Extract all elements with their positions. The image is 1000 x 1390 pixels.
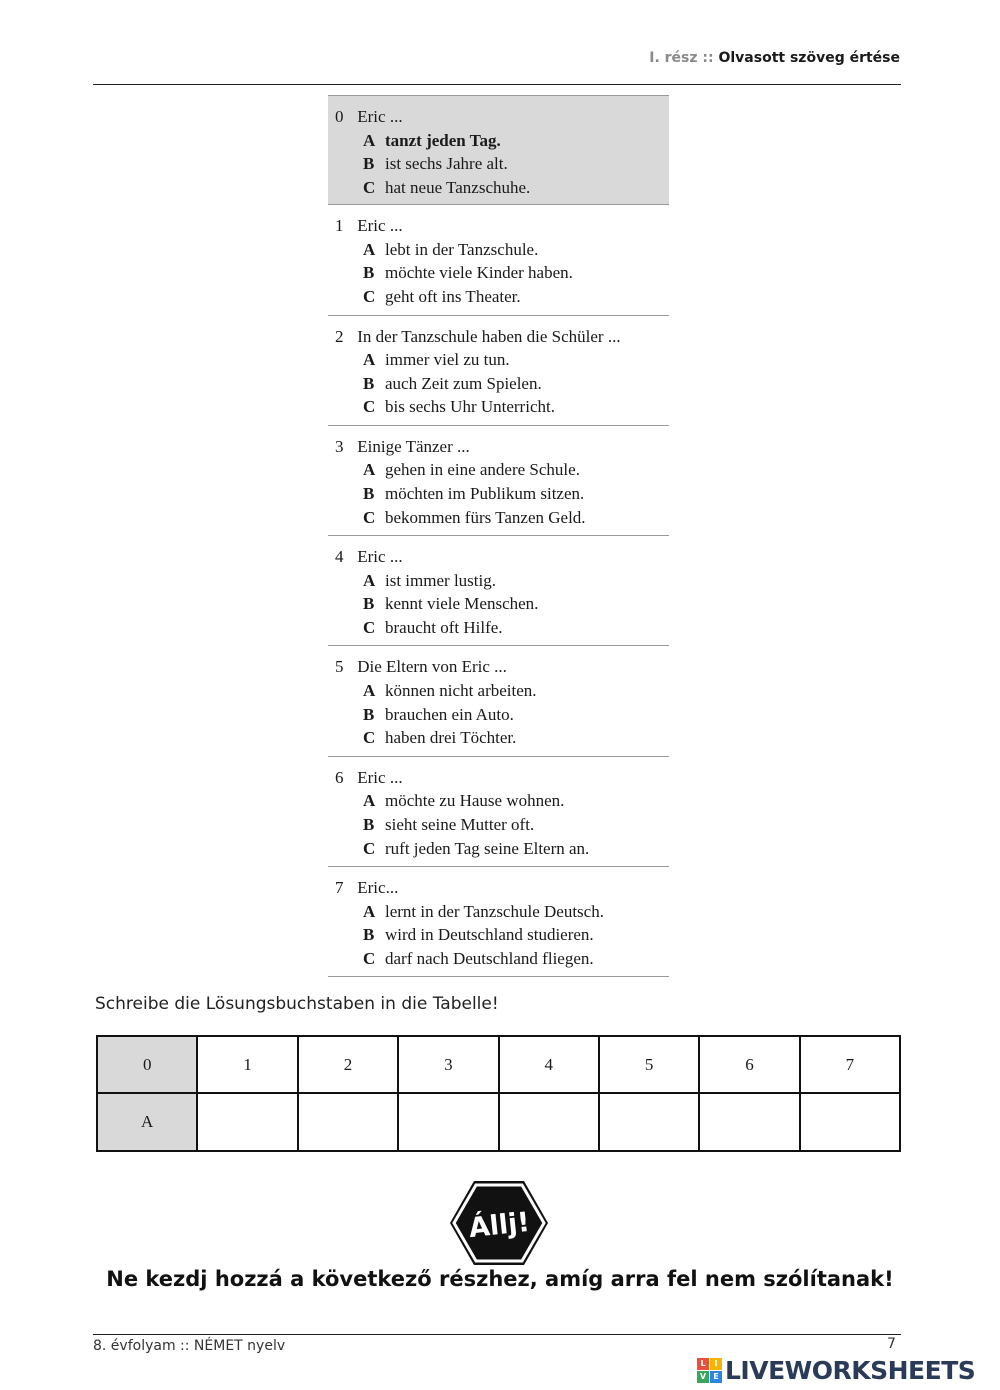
option-c[interactable] [335, 947, 669, 971]
option-a[interactable] [335, 900, 669, 924]
option-letter: B [363, 925, 375, 945]
badge-letter-v: V [697, 1371, 709, 1383]
option-b [335, 152, 669, 176]
option-b[interactable] [335, 703, 669, 727]
option-c [335, 176, 669, 200]
option-a[interactable] [335, 348, 669, 372]
question-text: Einige Tänzer ... [357, 436, 470, 456]
question-number: 1 [335, 216, 344, 236]
section-title: Olvasott szöveg értése [718, 50, 900, 66]
option-c[interactable] [335, 837, 669, 861]
question-text: Eric... [357, 878, 399, 898]
option-text: ist immer lustig. [385, 570, 496, 590]
question-7 [328, 867, 669, 977]
question-0-example [328, 95, 669, 205]
option-letter: C [363, 177, 376, 197]
option-text: können nicht arbeiten. [385, 681, 537, 701]
option-text: bis sechs Uhr Unterricht. [385, 397, 555, 417]
option-text: immer viel zu tun. [385, 350, 510, 370]
answer-cell-7[interactable] [800, 1093, 900, 1151]
option-letter: C [363, 287, 376, 307]
question-text: Eric ... [357, 547, 403, 567]
question-number: 2 [335, 326, 344, 346]
answer-table-header-row [97, 1036, 900, 1093]
option-a[interactable] [335, 569, 669, 593]
question-number: 6 [335, 767, 344, 787]
option-text: gehen in eine andere Schule. [385, 460, 580, 480]
question-text: Eric ... [357, 216, 403, 236]
badge-letter-e: E [710, 1371, 722, 1383]
option-text: lernt in der Tanzschule Deutsch. [385, 901, 604, 921]
answer-header-7: 7 [800, 1036, 900, 1093]
option-b[interactable] [335, 813, 669, 837]
option-a[interactable] [335, 679, 669, 703]
option-text: sieht seine Mutter oft. [385, 814, 535, 834]
page-header [649, 50, 900, 66]
badge-letter-i: I [710, 1358, 722, 1370]
badge-letter-l: L [697, 1358, 709, 1370]
option-letter: B [363, 154, 375, 174]
option-letter: A [363, 460, 376, 480]
answer-header-0: 0 [97, 1036, 197, 1093]
question-number: 5 [335, 657, 344, 677]
option-letter: B [363, 704, 375, 724]
option-b[interactable] [335, 482, 669, 506]
question-text: Eric ... [357, 767, 403, 787]
stop-sign-icon [449, 1180, 549, 1266]
option-text: lebt in der Tanzschule. [385, 239, 539, 259]
option-text: darf nach Deutschland fliegen. [385, 948, 594, 968]
option-text: geht oft ins Theater. [385, 287, 521, 307]
question-stem [335, 435, 669, 459]
answer-cell-3[interactable] [398, 1093, 498, 1151]
answer-cell-0: A [97, 1093, 197, 1151]
answer-cell-6[interactable] [699, 1093, 799, 1151]
answer-table-value-row [97, 1093, 900, 1151]
option-letter: B [363, 484, 375, 504]
question-text: Eric ... [357, 107, 403, 126]
option-letter: A [363, 681, 376, 701]
option-letter: A [363, 901, 376, 921]
option-text: bekommen fürs Tanzen Geld. [385, 507, 586, 527]
liveworksheets-logo[interactable] [697, 1355, 975, 1385]
option-c[interactable] [335, 395, 669, 419]
liveworksheets-text: LIVEWORKSHEETS [725, 1355, 976, 1385]
answer-table [96, 1035, 901, 1152]
question-4 [328, 536, 669, 646]
footer-divider [93, 1334, 901, 1335]
answer-cell-4[interactable] [499, 1093, 599, 1151]
question-number: 3 [335, 436, 344, 456]
question-number: 7 [335, 878, 344, 898]
option-text: ist sechs Jahre alt. [385, 154, 508, 174]
option-letter: C [363, 397, 376, 417]
option-a [335, 129, 669, 153]
question-stem [335, 545, 669, 569]
option-text: kennt viele Menschen. [385, 594, 539, 614]
question-text: In der Tanzschule haben die Schüler ... [357, 326, 621, 346]
question-stem [335, 214, 669, 238]
instruction-text: Schreibe die Lösungsbuchstaben in die Tabelle! [95, 994, 499, 1014]
stop-message: Ne kezdj hozzá a következő részhez, amíg arra fel nem szólítanak! [106, 1267, 894, 1291]
option-letter: A [363, 350, 376, 370]
answer-header-1: 1 [197, 1036, 297, 1093]
answer-header-6: 6 [699, 1036, 799, 1093]
question-stem [335, 876, 669, 900]
option-letter: B [363, 814, 375, 834]
question-5 [328, 646, 669, 756]
option-text: tanzt jeden Tag. [385, 130, 501, 150]
footer-grade-subject: 8. évfolyam :: NÉMET nyelv [93, 1338, 286, 1354]
section-part: I. rész :: [649, 50, 714, 66]
option-b[interactable] [335, 261, 669, 285]
question-number: 4 [335, 547, 344, 567]
option-letter: B [363, 373, 375, 393]
option-letter: C [363, 617, 376, 637]
option-letter: C [363, 948, 376, 968]
question-stem [335, 325, 669, 349]
question-6 [328, 757, 669, 867]
stop-sign-text: Állj! [467, 1206, 532, 1245]
option-letter: B [363, 263, 375, 283]
option-a[interactable] [335, 458, 669, 482]
option-text: braucht oft Hilfe. [385, 617, 503, 637]
option-letter: A [363, 239, 376, 259]
option-text: brauchen ein Auto. [385, 704, 514, 724]
option-text: hat neue Tanzschuhe. [385, 177, 531, 197]
option-letter: C [363, 507, 376, 527]
question-text: Die Eltern von Eric ... [357, 657, 507, 677]
answer-header-4: 4 [499, 1036, 599, 1093]
option-b[interactable] [335, 592, 669, 616]
option-text: haben drei Töchter. [385, 728, 517, 748]
option-text: möchte viele Kinder haben. [385, 263, 573, 283]
option-letter: A [363, 791, 376, 811]
question-list [328, 95, 669, 977]
option-text: möchte zu Hause wohnen. [385, 791, 565, 811]
question-1 [328, 205, 669, 315]
option-c[interactable] [335, 616, 669, 640]
liveworksheets-badge-icon [697, 1358, 722, 1383]
question-3 [328, 426, 669, 536]
header-divider [93, 84, 901, 85]
answer-header-3: 3 [398, 1036, 498, 1093]
option-letter: B [363, 594, 375, 614]
question-stem [335, 655, 669, 679]
option-a[interactable] [335, 789, 669, 813]
option-text: wird in Deutschland studieren. [385, 925, 594, 945]
answer-cell-5[interactable] [599, 1093, 699, 1151]
option-b[interactable] [335, 372, 669, 396]
answer-header-2: 2 [298, 1036, 398, 1093]
question-2 [328, 316, 669, 426]
option-a[interactable] [335, 238, 669, 262]
option-letter: C [363, 728, 376, 748]
option-letter: C [363, 838, 376, 858]
option-letter: A [363, 570, 376, 590]
answer-header-5: 5 [599, 1036, 699, 1093]
option-b[interactable] [335, 923, 669, 947]
option-c[interactable] [335, 726, 669, 750]
option-letter: A [363, 130, 376, 150]
option-text: ruft jeden Tag seine Eltern an. [385, 838, 590, 858]
question-stem [335, 766, 669, 790]
answer-cell-2[interactable] [298, 1093, 398, 1151]
question-number: 0 [335, 107, 344, 126]
option-c[interactable] [335, 285, 669, 309]
option-text: auch Zeit zum Spielen. [385, 373, 542, 393]
page-number: 7 [887, 1336, 896, 1352]
answer-cell-1[interactable] [197, 1093, 297, 1151]
option-text: möchten im Publikum sitzen. [385, 484, 585, 504]
option-c[interactable] [335, 506, 669, 530]
question-stem [335, 105, 669, 129]
